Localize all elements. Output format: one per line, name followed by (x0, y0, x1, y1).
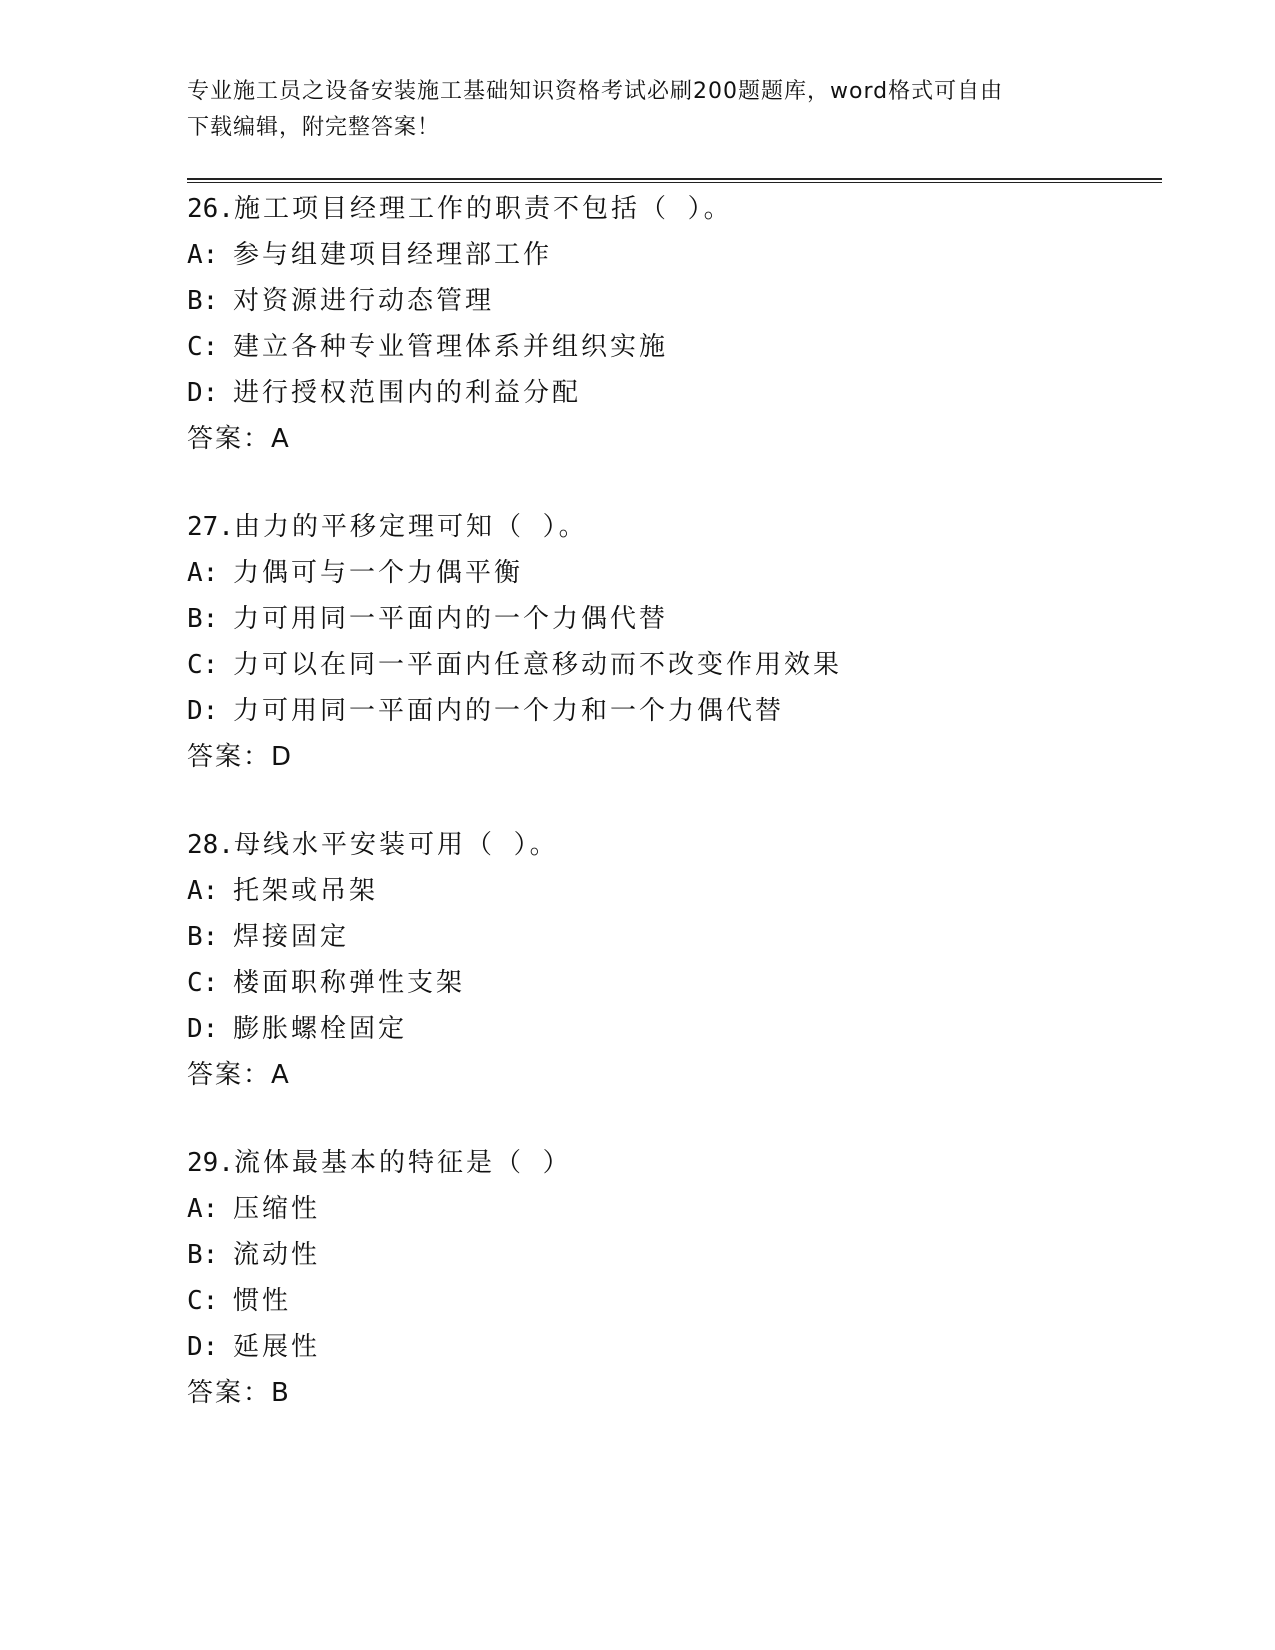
option-a (187, 1186, 1167, 1232)
answer-label: 答案： (187, 742, 272, 772)
option-key: B: (187, 922, 219, 952)
option-key: D: (187, 1014, 219, 1044)
option-text: 压缩性 (233, 1194, 321, 1224)
answer-line (187, 1052, 1167, 1098)
answer-line (187, 734, 1167, 780)
option-d (187, 370, 1167, 416)
option-text: 流动性 (233, 1240, 321, 1270)
option-key: A: (187, 1194, 219, 1224)
option-text: 参与组建项目经理部工作 (233, 240, 553, 270)
option-d (187, 688, 1167, 734)
question-28 (187, 822, 1167, 1098)
answer-label: 答案： (187, 1378, 272, 1408)
option-key: B: (187, 604, 219, 634)
option-c (187, 1278, 1167, 1324)
question-29 (187, 1140, 1167, 1416)
option-text: 延展性 (233, 1332, 321, 1362)
option-key: A: (187, 240, 219, 270)
option-text: 力可用同一平面内的一个力和一个力偶代替 (233, 696, 785, 726)
option-text: 力可以在同一平面内任意移动而不改变作用效果 (233, 650, 843, 680)
option-key: D: (187, 378, 219, 408)
option-key: C: (187, 332, 219, 362)
question-text: 母线水平安装可用（ ）。 (233, 830, 559, 860)
option-key: C: (187, 1286, 219, 1316)
option-key: B: (187, 1240, 219, 1270)
option-c (187, 324, 1167, 370)
option-d (187, 1324, 1167, 1370)
option-b (187, 914, 1167, 960)
header-divider (187, 178, 1162, 183)
question-stem (187, 822, 1167, 868)
option-text: 力可用同一平面内的一个力偶代替 (233, 604, 669, 634)
answer-label: 答案： (187, 1060, 272, 1090)
option-b (187, 278, 1167, 324)
answer-value: B (271, 1378, 289, 1408)
option-text: 建立各种专业管理体系并组织实施 (233, 332, 669, 362)
option-key: C: (187, 968, 219, 998)
option-key: A: (187, 558, 219, 588)
option-c (187, 960, 1167, 1006)
answer-value: A (271, 424, 289, 454)
option-text: 力偶可与一个力偶平衡 (233, 558, 524, 588)
question-number: 28. (187, 830, 234, 860)
option-b (187, 1232, 1167, 1278)
question-number: 27. (187, 512, 234, 542)
option-key: C: (187, 650, 219, 680)
option-text: 托架或吊架 (233, 876, 379, 906)
option-a (187, 550, 1167, 596)
option-a (187, 232, 1167, 278)
option-text: 对资源进行动态管理 (233, 286, 495, 316)
option-text: 膨胀螺栓固定 (233, 1014, 408, 1044)
question-26 (187, 186, 1167, 462)
option-c (187, 642, 1167, 688)
option-key: D: (187, 696, 219, 726)
answer-value: D (271, 742, 292, 772)
document-header (187, 74, 1087, 146)
question-stem (187, 186, 1167, 232)
question-text: 施工项目经理工作的职责不包括（ ）。 (233, 194, 733, 224)
answer-label: 答案： (187, 424, 272, 454)
header-title-line-2: 下载编辑，附完整答案！ (187, 115, 441, 140)
option-text: 进行授权范围内的利益分配 (233, 378, 582, 408)
question-number: 29. (187, 1148, 234, 1178)
answer-value: A (271, 1060, 289, 1090)
question-27 (187, 504, 1167, 780)
option-text: 惯性 (233, 1286, 292, 1316)
answer-line (187, 1370, 1167, 1416)
question-stem (187, 1140, 1167, 1186)
option-text: 焊接固定 (233, 922, 350, 952)
answer-line (187, 416, 1167, 462)
option-key: D: (187, 1332, 219, 1362)
question-text: 流体最基本的特征是（ ） (233, 1148, 572, 1178)
option-a (187, 868, 1167, 914)
option-key: B: (187, 286, 219, 316)
question-stem (187, 504, 1167, 550)
option-b (187, 596, 1167, 642)
header-title-line-1: 专业施工员之设备安装施工基础知识资格考试必刷200题题库，word格式可自由 (187, 79, 1004, 104)
option-text: 楼面职称弹性支架 (233, 968, 466, 998)
option-d (187, 1006, 1167, 1052)
question-text: 由力的平移定理可知（ ）。 (233, 512, 588, 542)
question-number: 26. (187, 194, 234, 224)
option-key: A: (187, 876, 219, 906)
